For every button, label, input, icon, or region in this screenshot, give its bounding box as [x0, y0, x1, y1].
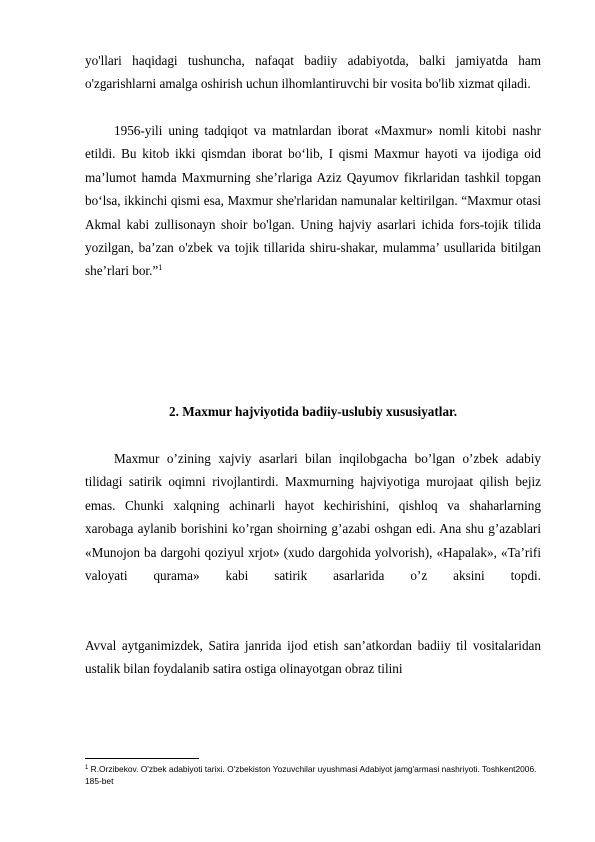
- footnote-divider: [85, 758, 199, 759]
- footnote-text: R.Orzibekov. O'zbek adabiyoti tarixi. O'zbekiston Yozuvchilar uyushmasi Adabiyot jamg'armasi nashriyoti. Toshkent2006. 185-bet: [85, 764, 537, 786]
- paragraph-text: yo'llari haqidagi tushuncha, nafaqat badiiy adabiyotda, balki jamiyatda ham o'zgarishlarni amalga oshirish uchun ilhomlantiruvchi bir vosita bo'lib xizmat qiladi.: [85, 53, 541, 92]
- footnote: [85, 763, 545, 787]
- paragraph-text: 1956-yili uning tadqiqot va matnlardan iborat «Maxmur» nomli kitobi nashr etildi. Bu kitob ikki qismdan iborat bo‘lib, I qismi Maxmur hayoti va ijodiga oid ma’lumot hamda Maxmurning she’rlariga Aziz Qayumov fikrlaridan tashkil topgan bo‘lsa, ikkinchi qismi esa, Maxmur she'rlaridan namunalar keltirilgan. “Maxmur otasi Akmal kabi zullisonayn shoir bo'lgan. Uning hajviy asarlari ichida fors-tojik tilida yozilgan, ba’zan o'zbek va tojik tillarida shiru-shakar, mulamma’ usullarida bitilgan she’rlari bor.”: [85, 123, 541, 279]
- section-heading: 2. Maxmur hajviyotida badiiy-uslubiy xususiyatlar.: [169, 404, 457, 419]
- paragraph-satire-genre: [85, 634, 541, 681]
- paragraph-continuation: [85, 49, 541, 96]
- paragraph-text: Avval aytganimizdek, Satira janrida ijod etish san’atkordan badiiy til vositalaridan ustalik bilan foydalanib satira ostiga olinayotgan obraz tilini: [85, 638, 541, 677]
- paragraph-maxmur-book: [85, 119, 541, 283]
- paragraph-text: Maxmur o’zining xajviy asarlari bilan inqilobgacha bo’lgan o’zbek adabiy tilidagi satirik oqimni rivojlantirdi. Maxmurning hajviyotiga murojaat qilish bejiz emas. Chunki xalqning achinarli hayot kechirishini, qishloq va shaharlarning xarobaga aylanib borishini ko’rgan shoirning g’azabi oshgan edi. Ana shu g’azablari «Munojon ba dargohi qoziyul xrjot» (xudo dargohida yolvorish), «Hapalak», «Ta’rifi valoyati qurama» kabi satirik asarlarida o’z aksini topdi.: [85, 451, 541, 584]
- paragraph-satire: [85, 447, 541, 587]
- footnote-mark: 1: [85, 765, 89, 771]
- footnote-reference[interactable]: 1: [158, 263, 163, 273]
